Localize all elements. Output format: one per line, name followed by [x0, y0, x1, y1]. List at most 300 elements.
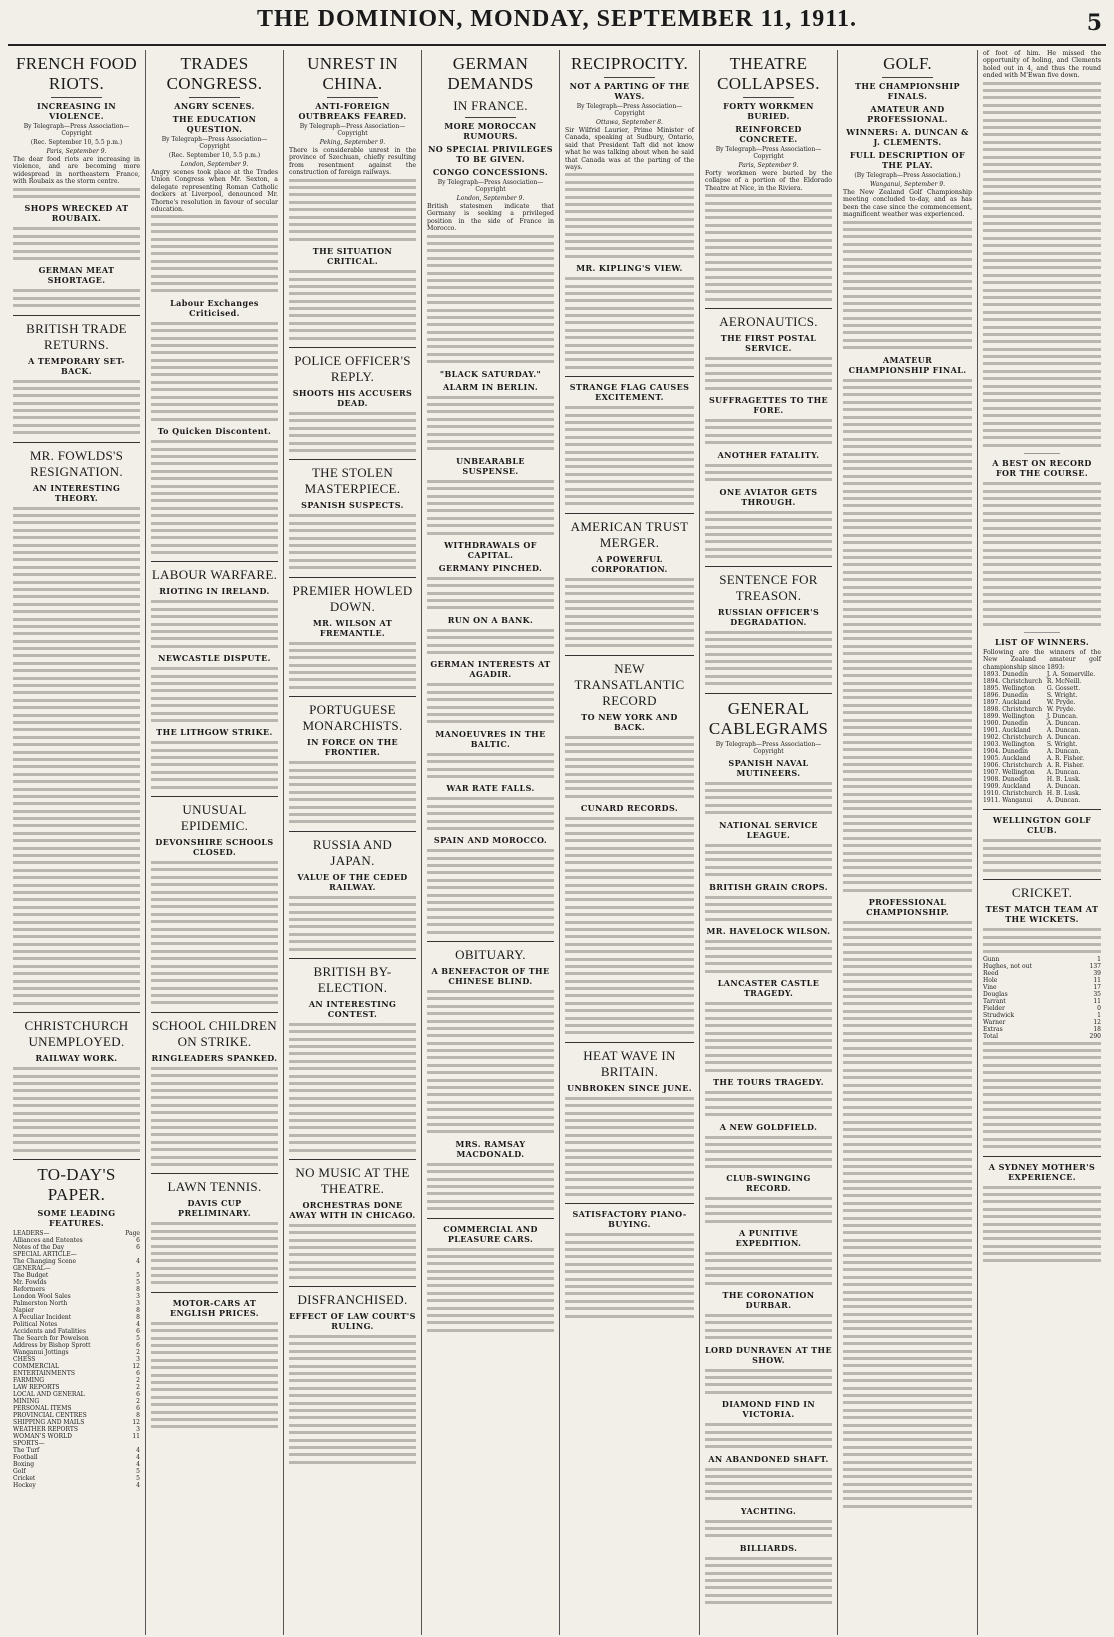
text-line: [289, 191, 416, 198]
winner-row: [983, 797, 1101, 804]
text-line: [427, 299, 554, 306]
winner-year: 1906.: [983, 762, 1001, 770]
divider: [151, 1173, 278, 1174]
subhead-billiards: BILLIARDS.: [739, 1542, 798, 1553]
batsman-name: Douglas: [983, 990, 1008, 998]
text-line: [151, 1364, 278, 1371]
text-line: [13, 645, 140, 652]
text-line: [705, 229, 832, 236]
winner-name: Christchurch: [1002, 762, 1043, 770]
text-line: [983, 242, 1101, 249]
winner-winner: J. A. Somerville.: [1046, 671, 1096, 679]
winner-winner: J. Duncan.: [1046, 713, 1078, 721]
text-line: [843, 665, 972, 672]
headline-reciprocity: RECIPROCITY.: [570, 54, 689, 73]
text-line: [843, 978, 972, 985]
subhead: ORCHESTRAS DONE AWAY WITH IN CHICAGO.: [289, 1199, 416, 1220]
byline: By Telegraph—Press Association—Copyright: [715, 146, 822, 160]
text-line: [983, 227, 1101, 234]
winner-row: [983, 706, 1101, 713]
text-line: [427, 1114, 554, 1121]
text-line: [843, 672, 972, 679]
winner-year: 1904.: [983, 748, 1001, 756]
winner-name: Christchurch: [1002, 678, 1043, 686]
text-line: [843, 1340, 972, 1347]
subhead-grain: BRITISH GRAIN CROPS.: [709, 881, 828, 892]
text-line: [983, 168, 1101, 175]
text-line: [705, 1312, 832, 1319]
text-line: [151, 483, 278, 490]
text-line: [983, 525, 1101, 532]
text-line: [565, 283, 694, 290]
text-line: [289, 184, 416, 191]
winner-name: Dunedin: [1002, 776, 1028, 784]
text-line: [983, 576, 1101, 583]
text-line: [13, 378, 140, 385]
contents-item: [13, 1412, 140, 1419]
text-line: [565, 186, 694, 193]
text-line: [13, 985, 140, 992]
text-line: [13, 882, 140, 889]
text-line: [565, 1283, 694, 1290]
text-line: [151, 1220, 278, 1227]
text-line: [427, 766, 554, 773]
subhead-goldfield: A NEW GOLDFIELD.: [719, 1121, 818, 1132]
winner-row: [983, 699, 1101, 706]
text-line: [843, 337, 972, 344]
contents-page: 12: [132, 1362, 140, 1370]
text-line: [289, 268, 416, 275]
text-line: [705, 439, 832, 446]
contents-label: WEATHER REPORTS: [13, 1425, 78, 1433]
text-line: [843, 628, 972, 635]
text-line: [565, 583, 694, 590]
batsman-runs: 137: [1089, 962, 1101, 970]
text-line: [843, 731, 972, 738]
advert-cars: COMMERCIAL AND PLEASURE CARS.: [443, 1223, 538, 1244]
text-line: [843, 857, 972, 864]
text-line: [705, 462, 832, 469]
text-line: [843, 1229, 972, 1236]
subhead: THE FIRST POSTAL SERVICE.: [720, 333, 817, 354]
text-line: [427, 1297, 554, 1304]
winner-row: [983, 692, 1101, 699]
column-3: [284, 50, 422, 1635]
text-line: [565, 463, 694, 470]
text-line: [427, 1054, 554, 1061]
text-line: [13, 896, 140, 903]
text-line: [843, 864, 972, 871]
text-line: [843, 971, 972, 978]
text-line: [983, 279, 1101, 286]
text-line: [705, 1421, 832, 1428]
text-line: [843, 391, 972, 398]
text-line: [843, 680, 972, 687]
text-line: [151, 265, 278, 272]
divider: [565, 513, 694, 514]
winner-winner: A. R. Fisher.: [1046, 762, 1085, 770]
batsman-runs: 12: [1093, 1018, 1101, 1026]
text-line: [705, 938, 832, 945]
text-line: [289, 901, 416, 908]
text-line: [427, 1168, 554, 1175]
article-text: British statesmen indicate that Germany is seeking a privileged position in the side of France in Morocco.: [427, 203, 554, 233]
text-line: [151, 621, 278, 628]
contents-item: [13, 1279, 140, 1286]
text-line: [705, 1562, 832, 1569]
text-line: [983, 146, 1101, 153]
score-row: [983, 998, 1101, 1005]
text-line: [705, 1218, 832, 1225]
text-line: [565, 970, 694, 977]
text-line: [151, 769, 278, 776]
text-line: [289, 1036, 416, 1043]
contents-page: 4: [136, 1320, 140, 1328]
text-line: [843, 658, 972, 665]
subhead-labour: Labour Exchanges Criticised.: [170, 297, 259, 318]
batsman-runs: 11: [1093, 997, 1101, 1005]
subhead: A TEMPORARY SET-BACK.: [28, 355, 125, 376]
batsman-runs: 35: [1093, 990, 1101, 998]
text-line: [565, 605, 694, 612]
text-line: [565, 1124, 694, 1131]
text-line: [13, 534, 140, 541]
text-line: [565, 941, 694, 948]
text-line: [13, 955, 140, 962]
text-line: [843, 1178, 972, 1185]
text-line: [843, 256, 972, 263]
text-line: [565, 926, 694, 933]
text-line: [427, 277, 554, 284]
text-line: [151, 287, 278, 294]
text-line: [427, 314, 554, 321]
text-line: [565, 290, 694, 297]
text-line: [843, 495, 972, 502]
text-line: [843, 872, 972, 879]
text-line: [13, 970, 140, 977]
advert-piano: SATISFACTORY PIANO-BUYING.: [572, 1209, 687, 1230]
text-line: [705, 960, 832, 967]
subhead: VALUE OF THE CEDED RAILWAY.: [297, 871, 408, 892]
winner-winner: G. Gossett.: [1046, 685, 1081, 693]
text-line: [843, 635, 972, 642]
text-line: [843, 1436, 972, 1443]
text-line: [13, 302, 140, 309]
text-line: [565, 364, 694, 371]
winner-winner: S. Wright.: [1046, 692, 1078, 700]
text-line: [843, 1244, 972, 1251]
text-line: [565, 815, 694, 822]
text-line: [983, 845, 1101, 852]
text-line: [289, 676, 416, 683]
text-line: [289, 894, 416, 901]
subhead-diamond: DIAMOND FIND IN VICTORIA.: [721, 1399, 816, 1420]
text-line: [289, 535, 416, 542]
subhead-situation: THE SITUATION CRITICAL.: [312, 246, 393, 267]
subhead-pinched: GERMANY PINCHED.: [438, 562, 543, 573]
subhead-quicken: To Quicken Discontent.: [157, 426, 272, 437]
winner-winner: W. Pryde.: [1046, 706, 1076, 714]
text-line: [289, 1080, 416, 1087]
text-line: [705, 1203, 832, 1210]
text-line: [843, 1089, 972, 1096]
subhead: FORTY WORKMEN BURIED.: [723, 101, 814, 121]
subhead-shops: SHOPS WRECKED AT ROUBAIX.: [24, 203, 129, 224]
text-line: [151, 320, 278, 327]
text-line: [13, 616, 140, 623]
text-line: [289, 290, 416, 297]
text-line: [565, 978, 694, 985]
subhead-withdrawals: WITHDRAWALS OF CAPITAL.: [444, 539, 537, 560]
text-line: [151, 1401, 278, 1408]
subhead-agadir: GERMAN INTERESTS AT AGADIR.: [430, 659, 551, 680]
contents-page: 4: [136, 1453, 140, 1461]
subhead-meat: GERMAN MEAT SHORTAGE.: [38, 265, 115, 286]
text-line: [983, 867, 1101, 874]
text-line: [427, 445, 554, 452]
text-line: [983, 837, 1101, 844]
text-line: [151, 1235, 278, 1242]
text-line: [427, 1253, 554, 1260]
text-line: [13, 1080, 140, 1087]
byline: By Telegraph—Press Association—Copyright: [299, 123, 406, 137]
article-text: The dear food riots are increasing in violence, and are becoming more widespread in northeastern France, with Roubaix as the storm centre.: [13, 156, 140, 186]
text-line: [565, 852, 694, 859]
text-line: [843, 963, 972, 970]
subhead: ANTI-FOREIGN OUTBREAKS FEARED.: [298, 101, 407, 121]
text-line: [565, 1276, 694, 1283]
text-line: [983, 1106, 1101, 1113]
text-line: [705, 200, 832, 207]
text-line: [843, 480, 972, 487]
text-line: [843, 1466, 972, 1473]
contents-item: [13, 1286, 140, 1293]
text-line: [843, 934, 972, 941]
text-line: [843, 473, 972, 480]
contents-label: Palmerston North: [13, 1299, 68, 1307]
text-line: [843, 926, 972, 933]
subhead-ramsay: MRS. RAMSAY MACDONALD.: [455, 1138, 526, 1159]
text-line: [705, 1480, 832, 1487]
contents-item: [13, 1475, 140, 1482]
text-line: [843, 344, 972, 351]
text-line: [705, 192, 832, 199]
text-line: [151, 776, 278, 783]
text-line: [151, 710, 278, 717]
text-line: [151, 342, 278, 349]
text-line: [289, 177, 416, 184]
text-line: [843, 1444, 972, 1451]
text-line: [289, 923, 416, 930]
subhead-naval: SPANISH NAVAL MUTINEERS.: [728, 757, 809, 778]
text-line: [705, 355, 832, 362]
text-line: [427, 478, 554, 485]
text-line: [427, 500, 554, 507]
received: (Rec. September 10, 5.5 p.m.): [30, 139, 123, 146]
text-line: [289, 1348, 416, 1355]
contents-item: [13, 1244, 140, 1251]
text-line: [427, 582, 554, 589]
text-line: [565, 404, 694, 411]
text-line: [289, 1073, 416, 1080]
text-line: [13, 414, 140, 421]
text-line: [289, 320, 416, 327]
text-line: [843, 377, 972, 384]
text-line: [13, 1102, 140, 1109]
text-line: [13, 741, 140, 748]
text-line: [565, 456, 694, 463]
contents-item: [13, 1272, 140, 1279]
text-line: [151, 236, 278, 243]
column-2: [146, 50, 284, 1635]
text-line: [983, 331, 1101, 338]
text-line: [289, 1444, 416, 1451]
text-line: [289, 432, 416, 439]
text-line: [843, 1022, 972, 1029]
subhead-baltic: MANOEUVRES IN THE BALTIC.: [435, 728, 546, 749]
text-line: [565, 756, 694, 763]
subhead: IN FORCE ON THE FRONTIER.: [306, 737, 399, 758]
text-line: [983, 183, 1101, 190]
batsman-name: Total: [983, 1032, 999, 1040]
text-line: [983, 397, 1101, 404]
text-line: [289, 1407, 416, 1414]
text-line: [843, 488, 972, 495]
text-line: [151, 613, 278, 620]
text-line: [289, 909, 416, 916]
text-line: [705, 1518, 832, 1525]
text-line: [983, 1091, 1101, 1098]
text-line: [843, 709, 972, 716]
dateline: London, September 9.: [180, 161, 249, 168]
text-line: [151, 371, 278, 378]
text-line: [13, 1132, 140, 1139]
contents-item: [13, 1461, 140, 1468]
winner-row: [983, 671, 1101, 678]
contents-item: [13, 1454, 140, 1461]
contents-page: 3: [136, 1299, 140, 1307]
text-line: [289, 447, 416, 454]
columns: [8, 50, 1106, 1635]
text-line: [843, 1488, 972, 1495]
subhead-club-swinging: CLUB-SWINGING RECORD.: [726, 1173, 811, 1194]
text-line: [565, 208, 694, 215]
text-line: [289, 1400, 416, 1407]
text-line: [705, 1584, 832, 1591]
text-line: [13, 667, 140, 674]
headline-fowlds: MR. FOWLDS'S RESIGNATION.: [29, 447, 124, 479]
winner-row: [983, 741, 1101, 748]
text-line: [843, 1333, 972, 1340]
text-line: [983, 1077, 1101, 1084]
contents-page: 2: [136, 1348, 140, 1356]
text-line: [13, 697, 140, 704]
text-line: [843, 1422, 972, 1429]
text-line: [705, 629, 832, 636]
column-7: [838, 50, 978, 1635]
contents-item: [13, 1447, 140, 1454]
text-line: [705, 1044, 832, 1051]
text-line: [13, 926, 140, 933]
contents-page: 6: [136, 1404, 140, 1412]
text-line: [843, 842, 972, 849]
text-line: [151, 1243, 278, 1250]
text-line: [151, 1131, 278, 1138]
text-line: [983, 569, 1101, 576]
byline: By Telegraph—Press Association—Copyright: [23, 123, 130, 137]
text-line: [427, 493, 554, 500]
text-line: [151, 1394, 278, 1401]
text-line: [705, 1037, 832, 1044]
batsman-name: Hughes, not out: [983, 962, 1032, 970]
text-line: [427, 438, 554, 445]
text-line: [289, 1333, 416, 1340]
winner-winner: H. B. Lusk.: [1046, 776, 1081, 784]
text-line: [843, 1141, 972, 1148]
text-line: [705, 377, 832, 384]
text-line: [151, 379, 278, 386]
text-line: [13, 889, 140, 896]
text-line: [705, 1096, 832, 1103]
text-line: [705, 680, 832, 687]
text-line: [427, 1319, 554, 1326]
text-line: [983, 257, 1101, 264]
subhead-spain: SPAIN AND MOROCCO.: [433, 835, 548, 846]
winner-row: [983, 776, 1101, 783]
text-line: [983, 1047, 1101, 1054]
text-line: [289, 564, 416, 571]
text-line: [843, 561, 972, 568]
text-line: [427, 892, 554, 899]
text-line: [151, 874, 278, 881]
divider: [465, 117, 516, 118]
text-line: [843, 1318, 972, 1325]
text-line: [705, 1052, 832, 1059]
subhead: DAVIS CUP PRELIMINARY.: [178, 1198, 251, 1219]
contents-item: [13, 1349, 140, 1356]
text-line: [13, 771, 140, 778]
winner-row: [983, 790, 1101, 797]
contents-label: LAW REPORTS: [13, 1383, 60, 1391]
text-line: [843, 1325, 972, 1332]
headline-by-election: BRITISH BY-ELECTION.: [313, 963, 392, 995]
text-line: [565, 349, 694, 356]
headline-russia-japan: RUSSIA AND JAPAN.: [312, 836, 393, 868]
text-line: [705, 1000, 832, 1007]
subhead: FULL DESCRIPTION OF THE PLAY.: [849, 150, 966, 170]
text-line: [983, 1136, 1101, 1143]
text-line: [13, 549, 140, 556]
subhead: A POWERFUL CORPORATION.: [591, 553, 668, 574]
page-number: 5: [1086, 10, 1102, 36]
text-line: [705, 237, 832, 244]
text-line: [983, 510, 1101, 517]
text-line: [13, 652, 140, 659]
text-line: [843, 1348, 972, 1355]
text-line: [565, 486, 694, 493]
text-line: [13, 193, 140, 200]
text-line: [843, 835, 972, 842]
text-line: [983, 1198, 1101, 1205]
divider: [983, 1156, 1101, 1157]
text-line: [427, 921, 554, 928]
text-line: [151, 918, 278, 925]
text-line: [427, 292, 554, 299]
text-line: [983, 412, 1101, 419]
text-line: [983, 264, 1101, 271]
text-line: [843, 219, 972, 226]
text-line: [843, 1045, 972, 1052]
